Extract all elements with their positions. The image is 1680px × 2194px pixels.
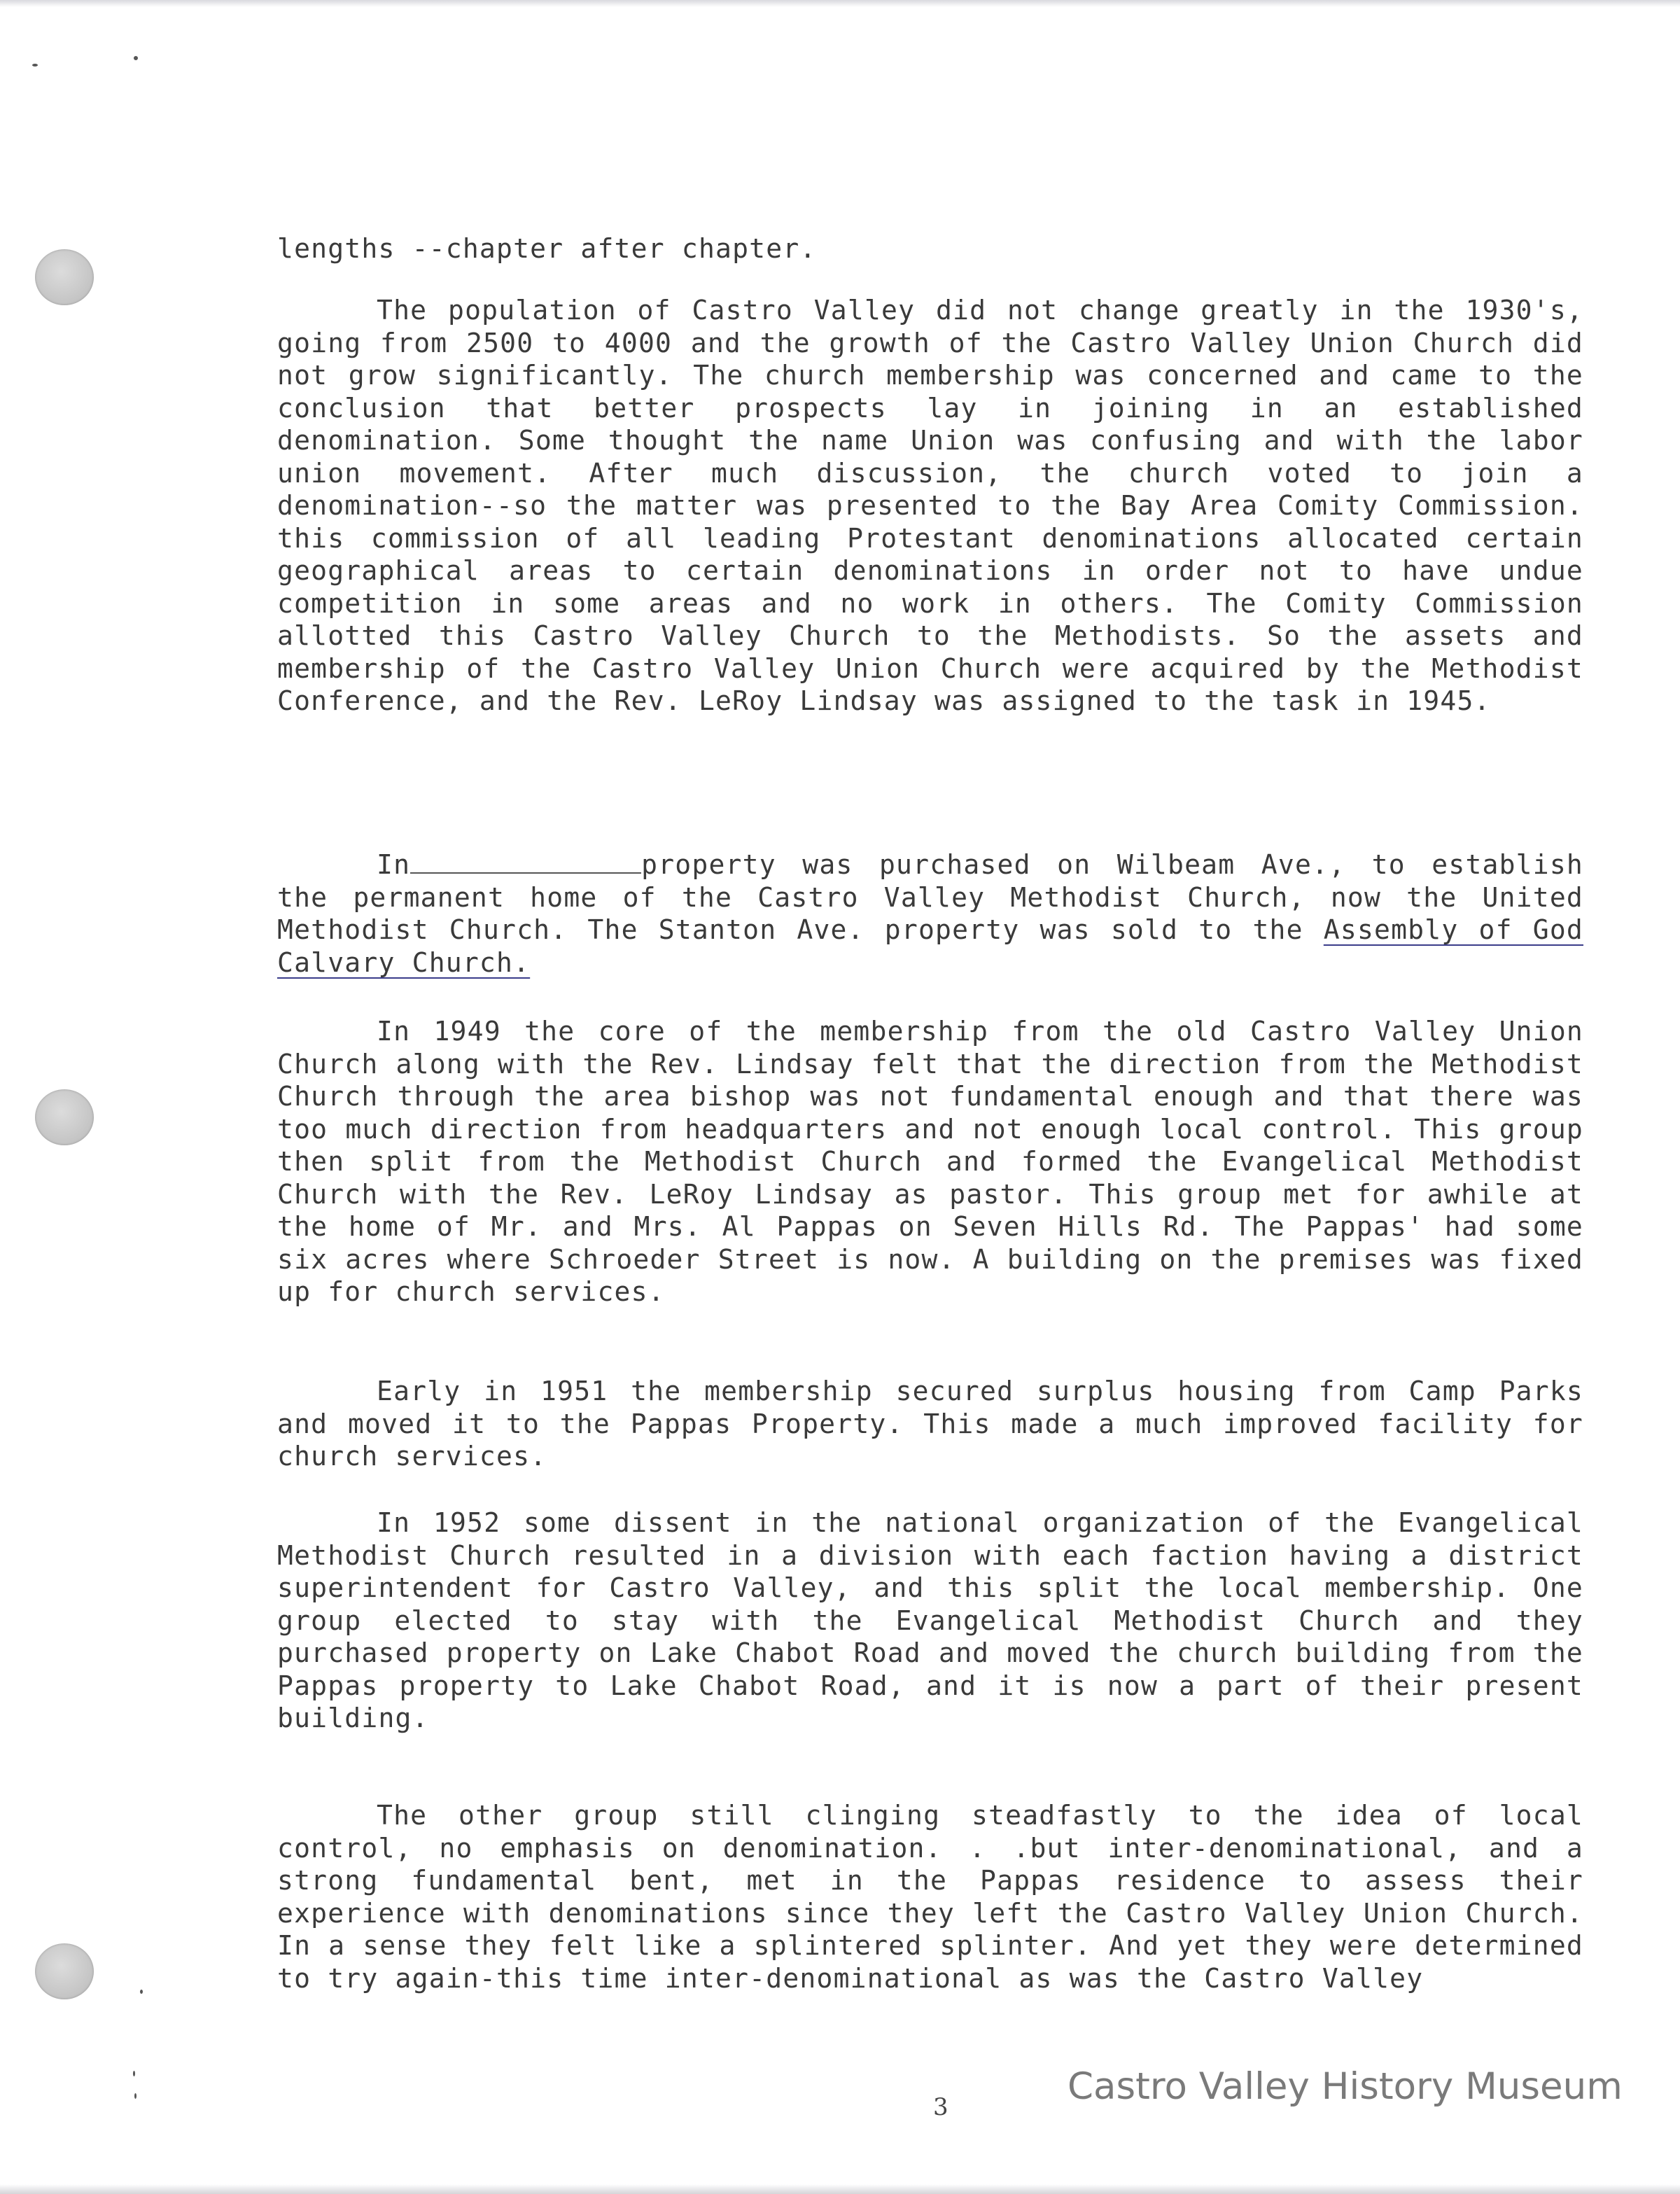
paragraph-1952: In 1952 some dissent in the national organization of the Evangelical Methodist Church resulted in a division with each faction having a district superintendent for Castro Valley, and this split the local membership. One group elected to stay with the Evangelical Methodist Church and they purchased property on Lake Chabot Road and moved the church building from the Pappas property to Lake Chabot Road, and it is now a part of their present building.	[277, 1507, 1583, 1733]
punch-hole-bottom	[35, 1943, 94, 1999]
scan-speck	[134, 2093, 136, 2099]
property-lead: In	[377, 849, 411, 880]
paragraph-property	[277, 848, 1583, 979]
punch-hole-top	[35, 249, 94, 305]
underlined-church-name: Assembly of God Calvary Church.	[277, 914, 1583, 978]
property-body: property was purchased on Wilbeam Ave., to establish the permanent home of the Castro Valley Methodist Church, now the United Methodist Church. The Stanton Ave. property was sold to the	[277, 849, 1583, 945]
paragraph-other-group: The other group still clinging steadfastly to the idea of local control, no emphasis on denomination. . .but inter-denominational, and a strong fundamental bent, met in the Pappas residence to assess their experience with denominations since they left the Castro Valley Union Church. In a sense they felt like a splintered splinter. And yet they were determined to try again-this time inter-denominational as was the Castro Valley	[277, 1800, 1583, 1994]
paragraph-1951: Early in 1951 the membership secured surplus housing from Camp Parks and moved it to the Pappas Property. This made a much improved facility for church services.	[277, 1376, 1583, 1472]
paragraph-population: The population of Castro Valley did not change greatly in the 1930's, going from 2500 to 4000 and the growth of the Castro Valley Union Church did not grow significantly. The church membership was concerned and came to the conclusion that better prospects lay in joining in an established denomination. Some thought the name Union was confusing and with the labor union movement. After much discussion, the church voted to join a denomination--so the matter was presented to the Bay Area Comity Commission. this commission of all leading Protestant denominations allocated certain geographical areas to certain denominations in order not to have undue competition in some areas and no work in others. The Comity Commission allotted this Castro Valley Church to the Methodists. So the assets and membership of the Castro Valley Union Church were acquired by the Methodist Conference, and the Rev. LeRoy Lindsay was assigned to the task in 1945.	[277, 295, 1583, 716]
page-bottom-edge	[0, 2184, 1680, 2194]
scan-speck	[140, 1990, 143, 1994]
scan-speck	[32, 64, 38, 67]
opening-line: lengths --chapter after chapter.	[277, 233, 817, 264]
museum-watermark: Castro Valley History Museum	[1068, 2065, 1623, 2108]
scan-speck	[133, 2071, 135, 2076]
blank-date-line	[410, 851, 641, 874]
paragraph-1949: In 1949 the core of the membership from the old Castro Valley Union Church along with the Rev. Lindsay felt that the direction from the Methodist Church through the area bishop was not fundamental enough and that there was too much direction from headquarters and not enough local control. This group then split from the Methodist Church and formed the Evangelical Methodist Church with the Rev. LeRoy Lindsay as pastor. This group met for awhile at the home of Mr. and Mrs. Al Pappas on Seven Hills Rd. The Pappas' had some six acres where Schroeder Street is now. A building on the premises was fixed up for church services.	[277, 1016, 1583, 1307]
punch-hole-middle	[35, 1089, 94, 1145]
page-top-edge	[0, 0, 1680, 7]
page-number: 3	[933, 2093, 948, 2121]
scan-speck	[134, 56, 138, 60]
